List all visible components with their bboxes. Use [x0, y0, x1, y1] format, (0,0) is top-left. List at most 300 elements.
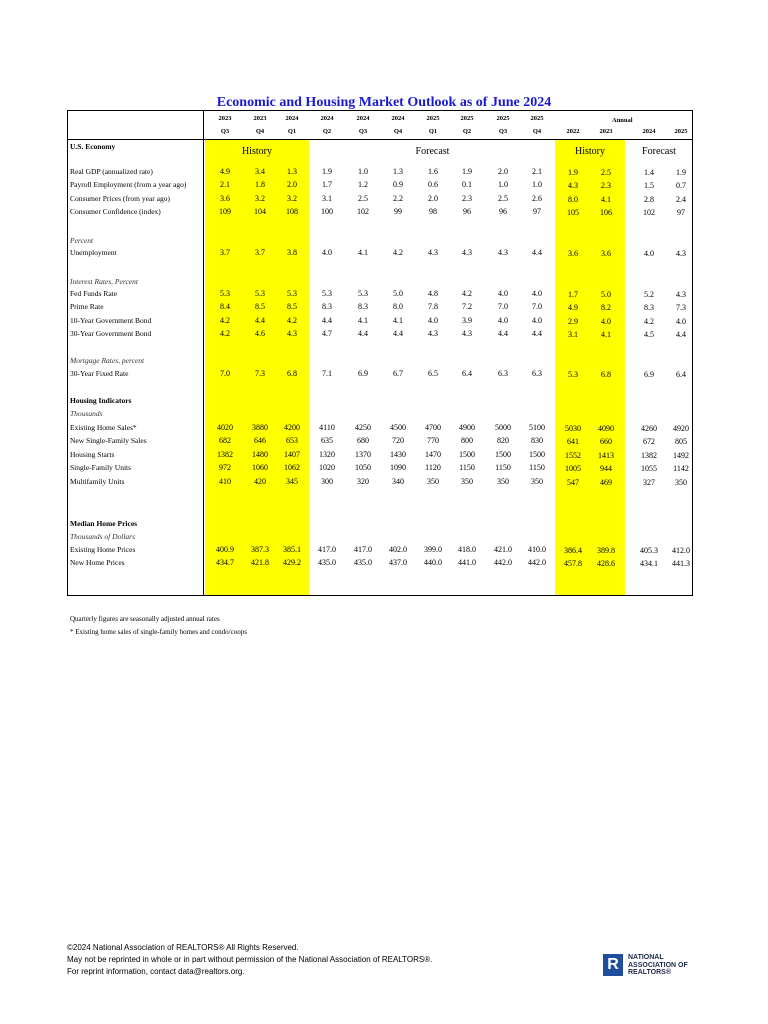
- table-cell: 5100: [529, 423, 545, 432]
- table-cell: 96: [499, 207, 507, 216]
- table-cell-annual: 4.4: [676, 330, 686, 339]
- table-cell: 8.0: [393, 302, 403, 311]
- nar-logo: [603, 954, 703, 978]
- table-cell: 320: [357, 477, 369, 486]
- table-cell-annual: 3.1: [568, 330, 578, 339]
- table-cell: 2.1: [220, 180, 230, 189]
- table-cell: 441.0: [458, 558, 476, 567]
- table-cell: 4.0: [498, 316, 508, 325]
- table-cell-annual: 2.5: [601, 168, 611, 177]
- logo-line-1: NATIONAL: [628, 954, 664, 961]
- table-cell: 109: [219, 207, 231, 216]
- table-cell-annual: 106: [600, 208, 612, 217]
- table-cell-annual: 1.5: [644, 181, 654, 190]
- table-cell: 3.7: [255, 248, 265, 257]
- table-cell: 1.0: [498, 180, 508, 189]
- table-cell: 1500: [529, 450, 545, 459]
- table-cell: 417.0: [354, 545, 372, 554]
- section-interest-rates: Interest Rates, Percent: [70, 277, 138, 286]
- table-cell-annual: 660: [600, 437, 612, 446]
- logo-r-icon: R: [607, 956, 619, 973]
- table-cell: 8.5: [255, 302, 265, 311]
- row-label: Existing Home Prices: [70, 545, 136, 554]
- col-year-3: 2024: [320, 115, 334, 122]
- table-cell: 104: [254, 207, 266, 216]
- table-cell-annual: 6.8: [601, 370, 611, 379]
- col-year-0: 2023: [218, 115, 232, 122]
- table-cell-annual: 4.1: [601, 330, 611, 339]
- table-cell-annual: 1413: [598, 451, 614, 460]
- table-cell: 7.8: [428, 302, 438, 311]
- table-cell-annual: 672: [643, 437, 655, 446]
- table-cell: 4.2: [393, 248, 403, 257]
- table-cell-annual: 327: [643, 478, 655, 487]
- row-label: Consumer Confidence (index): [70, 207, 161, 216]
- label-column-divider: [203, 110, 204, 596]
- table-cell: 410: [219, 477, 231, 486]
- table-cell: 97: [533, 207, 541, 216]
- table-cell: 1090: [390, 463, 406, 472]
- col-annual-0: 2022: [566, 128, 580, 135]
- table-cell: 4.8: [428, 289, 438, 298]
- table-cell: 3.2: [255, 194, 265, 203]
- table-cell-annual: 1382: [641, 451, 657, 460]
- row-label: Housing Starts: [70, 450, 115, 459]
- table-cell: 6.3: [498, 369, 508, 378]
- table-cell: 402.0: [389, 545, 407, 554]
- table-cell-annual: 2.3: [601, 181, 611, 190]
- col-quarter-6: Q1: [428, 128, 438, 135]
- row-label: Single-Family Units: [70, 463, 132, 472]
- table-cell: 680: [357, 436, 369, 445]
- table-cell: 3.2: [287, 194, 297, 203]
- table-cell: 102: [357, 207, 369, 216]
- table-cell-annual: 2.9: [568, 317, 578, 326]
- history-band-annual: History: [575, 146, 605, 157]
- table-cell-annual: 4.5: [644, 330, 654, 339]
- table-cell-annual: 4090: [598, 424, 614, 433]
- table-cell-annual: 6.4: [676, 370, 686, 379]
- table-cell-annual: 469: [600, 478, 612, 487]
- table-cell: 4700: [425, 423, 441, 432]
- table-cell: 1.7: [322, 180, 332, 189]
- table-cell: 7.1: [322, 369, 332, 378]
- history-band-quarterly: History: [242, 146, 272, 157]
- table-cell: 5.3: [358, 289, 368, 298]
- table-cell: 4.0: [532, 289, 542, 298]
- table-cell: 4.2: [220, 329, 230, 338]
- table-cell-annual: 4.0: [601, 317, 611, 326]
- table-cell: 1320: [319, 450, 335, 459]
- table-cell: 4020: [217, 423, 233, 432]
- col-quarter-4: Q3: [358, 128, 368, 135]
- table-cell: 421.0: [494, 545, 512, 554]
- table-cell: 8.5: [287, 302, 297, 311]
- table-cell-annual: 8.2: [601, 303, 611, 312]
- table-cell: 720: [392, 436, 404, 445]
- table-cell: 442.0: [528, 558, 546, 567]
- table-cell: 770: [427, 436, 439, 445]
- table-cell: 1430: [390, 450, 406, 459]
- table-cell: 1.0: [532, 180, 542, 189]
- table-cell-annual: 3.6: [601, 249, 611, 258]
- row-label: 30-Year Government Bond: [70, 329, 152, 338]
- table-cell: 7.3: [255, 369, 265, 378]
- col-year-8: 2025: [496, 115, 510, 122]
- header-divider: [67, 139, 693, 140]
- table-cell: 350: [531, 477, 543, 486]
- table-cell: 350: [461, 477, 473, 486]
- table-cell: 4.0: [322, 248, 332, 257]
- table-cell: 4.1: [358, 248, 368, 257]
- table-cell-annual: 1.4: [644, 168, 654, 177]
- table-cell: 6.4: [462, 369, 472, 378]
- table-cell: 1020: [319, 463, 335, 472]
- row-label: Prime Rate: [70, 302, 104, 311]
- table-cell: 3880: [252, 423, 268, 432]
- table-cell-annual: 428.6: [597, 559, 615, 568]
- table-cell: 8.3: [358, 302, 368, 311]
- table-cell-annual: 102: [643, 208, 655, 217]
- row-label: Consumer Prices (from year ago): [70, 194, 170, 203]
- table-cell: 6.3: [532, 369, 542, 378]
- table-cell: 4.0: [428, 316, 438, 325]
- table-cell: 4.4: [358, 329, 368, 338]
- table-cell: 5.3: [322, 289, 332, 298]
- table-cell-annual: 5.2: [644, 290, 654, 299]
- table-cell: 1050: [355, 463, 371, 472]
- table-cell: 350: [427, 477, 439, 486]
- table-cell: 3.7: [220, 248, 230, 257]
- table-cell: 4.1: [393, 316, 403, 325]
- table-cell: 5000: [495, 423, 511, 432]
- row-label: Fed Funds Rate: [70, 289, 118, 298]
- table-cell: 1.3: [287, 167, 297, 176]
- col-quarter-8: Q3: [498, 128, 508, 135]
- col-quarter-7: Q2: [462, 128, 472, 135]
- section-mortgage-rates: Mortgage Rates, percent: [70, 356, 145, 365]
- table-cell: 1382: [217, 450, 233, 459]
- table-cell: 98: [429, 207, 437, 216]
- table-cell: 4.3: [498, 248, 508, 257]
- table-cell: 437.0: [389, 558, 407, 567]
- section-percent: Percent: [70, 236, 94, 245]
- page-title: Economic and Housing Market Outlook as of June 2024: [216, 95, 552, 110]
- table-cell: 350: [497, 477, 509, 486]
- table-cell: 418.0: [458, 545, 476, 554]
- col-year-5: 2024: [391, 115, 405, 122]
- table-cell: 4.1: [358, 316, 368, 325]
- col-year-7: 2025: [460, 115, 474, 122]
- table-cell: 1470: [425, 450, 441, 459]
- logo-line-2: ASSOCIATION OF: [628, 961, 688, 969]
- table-cell-annual: 386.4: [564, 546, 582, 555]
- table-cell: 421.8: [251, 558, 269, 567]
- table-cell: 4.2: [220, 316, 230, 325]
- table-cell: 6.8: [287, 369, 297, 378]
- col-quarter-9: Q4: [532, 128, 542, 135]
- col-year-1: 2023: [253, 115, 267, 122]
- col-quarter-2: Q1: [287, 128, 297, 135]
- table-cell: 2.6: [532, 194, 542, 203]
- table-cell: 1407: [284, 450, 300, 459]
- table-cell-annual: 4.0: [676, 317, 686, 326]
- table-cell: 99: [394, 207, 402, 216]
- table-cell: 340: [392, 477, 404, 486]
- table-cell: 3.4: [255, 167, 265, 176]
- table-cell: 800: [461, 436, 473, 445]
- table-cell: 7.0: [498, 302, 508, 311]
- table-cell: 417.0: [318, 545, 336, 554]
- col-year-9: 2025: [530, 115, 544, 122]
- table-cell: 4.4: [322, 316, 332, 325]
- table-cell: 1500: [495, 450, 511, 459]
- table-cell: 429.2: [283, 558, 301, 567]
- table-cell-annual: 0.7: [676, 181, 686, 190]
- table-cell-annual: 1005: [565, 464, 581, 473]
- table-cell: 646: [254, 436, 266, 445]
- table-cell-annual: 1492: [673, 451, 689, 460]
- table-cell: 7.0: [220, 369, 230, 378]
- table-cell: 6.7: [393, 369, 403, 378]
- table-cell: 400.9: [216, 545, 234, 554]
- table-cell: 100: [321, 207, 333, 216]
- table-cell: 2.0: [498, 167, 508, 176]
- table-cell: 4500: [390, 423, 406, 432]
- table-cell: 0.1: [462, 180, 472, 189]
- table-cell-annual: 405.3: [640, 546, 658, 555]
- table-cell-annual: 412.0: [672, 546, 690, 555]
- table-cell: 4.3: [287, 329, 297, 338]
- col-year-4: 2024: [356, 115, 370, 122]
- section-thousands: Thousands: [70, 409, 103, 418]
- table-cell: 3.9: [462, 316, 472, 325]
- table-cell: 442.0: [494, 558, 512, 567]
- table-cell: 435.0: [354, 558, 372, 567]
- table-cell: 4.3: [462, 248, 472, 257]
- table-cell: 387.3: [251, 545, 269, 554]
- table-cell: 2.5: [358, 194, 368, 203]
- table-cell: 1150: [495, 463, 511, 472]
- table-cell: 653: [286, 436, 298, 445]
- table-cell: 96: [463, 207, 471, 216]
- footer-contact: For reprint information, contact data@realtors.org.: [67, 967, 245, 976]
- table-cell: 1500: [459, 450, 475, 459]
- table-cell: 4.3: [462, 329, 472, 338]
- table-cell-annual: 1.9: [676, 168, 686, 177]
- table-cell: 434.7: [216, 558, 234, 567]
- table-cell: 0.6: [428, 180, 438, 189]
- table-cell: 1.3: [393, 167, 403, 176]
- table-cell: 3.6: [220, 194, 230, 203]
- table-cell: 4.0: [498, 289, 508, 298]
- table-cell: 1060: [252, 463, 268, 472]
- table-cell-annual: 805: [675, 437, 687, 446]
- table-cell: 3.1: [322, 194, 332, 203]
- table-cell: 8.3: [322, 302, 332, 311]
- row-label: Multifamily Units: [70, 477, 125, 486]
- table-cell-annual: 4.0: [644, 249, 654, 258]
- table-cell: 4.4: [532, 329, 542, 338]
- table-cell: 2.5: [498, 194, 508, 203]
- table-cell: 5.0: [393, 289, 403, 298]
- table-cell: 4900: [459, 423, 475, 432]
- table-cell: 108: [286, 207, 298, 216]
- logo-line-3: REALTORS®: [628, 969, 672, 976]
- table-cell: 1.0: [358, 167, 368, 176]
- table-cell-annual: 3.6: [568, 249, 578, 258]
- col-year-6: 2025: [426, 115, 440, 122]
- table-cell: 682: [219, 436, 231, 445]
- table-cell: 1.9: [322, 167, 332, 176]
- table-cell-annual: 4.3: [676, 249, 686, 258]
- table-cell: 8.4: [220, 302, 230, 311]
- table-cell: 4.2: [462, 289, 472, 298]
- table-cell: 2.0: [428, 194, 438, 203]
- note-seasonal: Quarterly figures are seasonally adjusted annual rates: [70, 615, 220, 623]
- table-cell: 1.6: [428, 167, 438, 176]
- table-cell-annual: 4920: [673, 424, 689, 433]
- section-housing-indicators: Housing Indicators: [70, 396, 132, 405]
- table-cell-annual: 434.1: [640, 559, 658, 568]
- table-cell-annual: 105: [567, 208, 579, 217]
- note-existing-sales: * Existing home sales of single-family homes and condo/coops: [70, 628, 247, 636]
- table-cell-annual: 4.3: [568, 181, 578, 190]
- table-cell-annual: 441.3: [672, 559, 690, 568]
- table-cell: 3.8: [287, 248, 297, 257]
- table-cell-annual: 5.3: [568, 370, 578, 379]
- table-cell: 4.4: [498, 329, 508, 338]
- table-cell: 4.0: [532, 316, 542, 325]
- table-cell-annual: 7.3: [676, 303, 686, 312]
- row-label: New Single-Family Sales: [70, 436, 147, 445]
- table-cell-annual: 641: [567, 437, 579, 446]
- section-thousands-dollars: Thousands of Dollars: [70, 532, 136, 541]
- row-label: Existing Home Sales*: [70, 423, 137, 432]
- table-cell: 2.1: [532, 167, 542, 176]
- row-label: Unemployment: [70, 248, 117, 257]
- table-cell: 5.3: [220, 289, 230, 298]
- table-cell-annual: 5030: [565, 424, 581, 433]
- table-cell: 1370: [355, 450, 371, 459]
- table-cell: 399.0: [424, 545, 442, 554]
- table-cell-annual: 4.2: [644, 317, 654, 326]
- col-annual-3: 2025: [674, 128, 688, 135]
- table-cell: 440.0: [424, 558, 442, 567]
- col-quarter-5: Q4: [393, 128, 403, 135]
- table-cell: 4.4: [393, 329, 403, 338]
- row-label: 10-Year Government Bond: [70, 316, 152, 325]
- row-label: Payroll Employment (from a year ago): [70, 180, 187, 189]
- table-cell-annual: 1.7: [568, 290, 578, 299]
- table-cell: 385.1: [283, 545, 301, 554]
- table-cell: 6.5: [428, 369, 438, 378]
- table-cell-annual: 350: [675, 478, 687, 487]
- forecast-band-annual: Forecast: [642, 146, 676, 157]
- table-cell-annual: 1.9: [568, 168, 578, 177]
- table-cell-annual: 1055: [641, 464, 657, 473]
- table-cell: 1150: [459, 463, 475, 472]
- table-cell-annual: 2.8: [644, 195, 654, 204]
- table-cell-annual: 389.8: [597, 546, 615, 555]
- row-label: 30-Year Fixed Rate: [70, 369, 129, 378]
- table-cell: 4.4: [255, 316, 265, 325]
- section-us-economy: U.S. Economy: [70, 142, 116, 151]
- table-cell-annual: 5.0: [601, 290, 611, 299]
- table-cell: 2.0: [287, 180, 297, 189]
- table-cell: 4200: [284, 423, 300, 432]
- table-cell: 1.8: [255, 180, 265, 189]
- section-median-prices: Median Home Prices: [70, 519, 138, 528]
- table-cell: 830: [531, 436, 543, 445]
- table-cell: 5.3: [287, 289, 297, 298]
- table-cell: 1480: [252, 450, 268, 459]
- row-label: Real GDP (annualized rate): [70, 167, 153, 176]
- table-cell: 4250: [355, 423, 371, 432]
- col-quarter-3: Q2: [322, 128, 332, 135]
- table-cell: 4110: [319, 423, 335, 432]
- table-cell: 4.3: [428, 329, 438, 338]
- table-cell-annual: 1552: [565, 451, 581, 460]
- table-cell: 0.9: [393, 180, 403, 189]
- table-cell: 4.3: [428, 248, 438, 257]
- col-year-2: 2024: [285, 115, 299, 122]
- table-cell-annual: 4.9: [568, 303, 578, 312]
- col-annual-1: 2023: [599, 128, 613, 135]
- table-cell-annual: 457.8: [564, 559, 582, 568]
- table-cell-annual: 4.3: [676, 290, 686, 299]
- col-annual-2: 2024: [642, 128, 656, 135]
- table-cell: 4.9: [220, 167, 230, 176]
- footer-copyright: ©2024 National Association of REALTORS® All Rights Reserved.: [67, 943, 299, 952]
- row-label: New Home Prices: [70, 558, 125, 567]
- table-cell-annual: 4260: [641, 424, 657, 433]
- table-cell-annual: 6.9: [644, 370, 654, 379]
- table-cell-annual: 1142: [673, 464, 689, 473]
- table-cell: 7.2: [462, 302, 472, 311]
- table-cell-annual: 2.4: [676, 195, 686, 204]
- table-cell: 972: [219, 463, 231, 472]
- table-cell-annual: 97: [677, 208, 685, 217]
- table-cell: 4.4: [532, 248, 542, 257]
- table-cell: 1.2: [358, 180, 368, 189]
- table-cell: 4.6: [255, 329, 265, 338]
- table-cell: 345: [286, 477, 298, 486]
- table-cell-annual: 944: [600, 464, 612, 473]
- table-cell-annual: 547: [567, 478, 579, 487]
- table-cell: 5.3: [255, 289, 265, 298]
- table-cell: 1062: [284, 463, 300, 472]
- table-cell: 4.7: [322, 329, 332, 338]
- table-cell: 1.9: [462, 167, 472, 176]
- table-cell: 635: [321, 436, 333, 445]
- table-cell: 6.9: [358, 369, 368, 378]
- table-cell: 420: [254, 477, 266, 486]
- table-cell: 2.2: [393, 194, 403, 203]
- table-cell-annual: 8.3: [644, 303, 654, 312]
- table-cell: 1120: [425, 463, 441, 472]
- footer-reprint: May not be reprinted in whole or in part without permission of the National Association of REALTORS®.: [67, 955, 433, 964]
- table-cell: 2.3: [462, 194, 472, 203]
- table-cell: 4.2: [287, 316, 297, 325]
- annual-label: Annual: [612, 117, 633, 124]
- table-cell-annual: 4.1: [601, 195, 611, 204]
- col-quarter-1: Q4: [255, 128, 265, 135]
- forecast-band-quarterly: Forecast: [415, 146, 450, 157]
- table-cell: 300: [321, 477, 333, 486]
- table-cell: 410.0: [528, 545, 546, 554]
- table-cell-annual: 8.0: [568, 195, 578, 204]
